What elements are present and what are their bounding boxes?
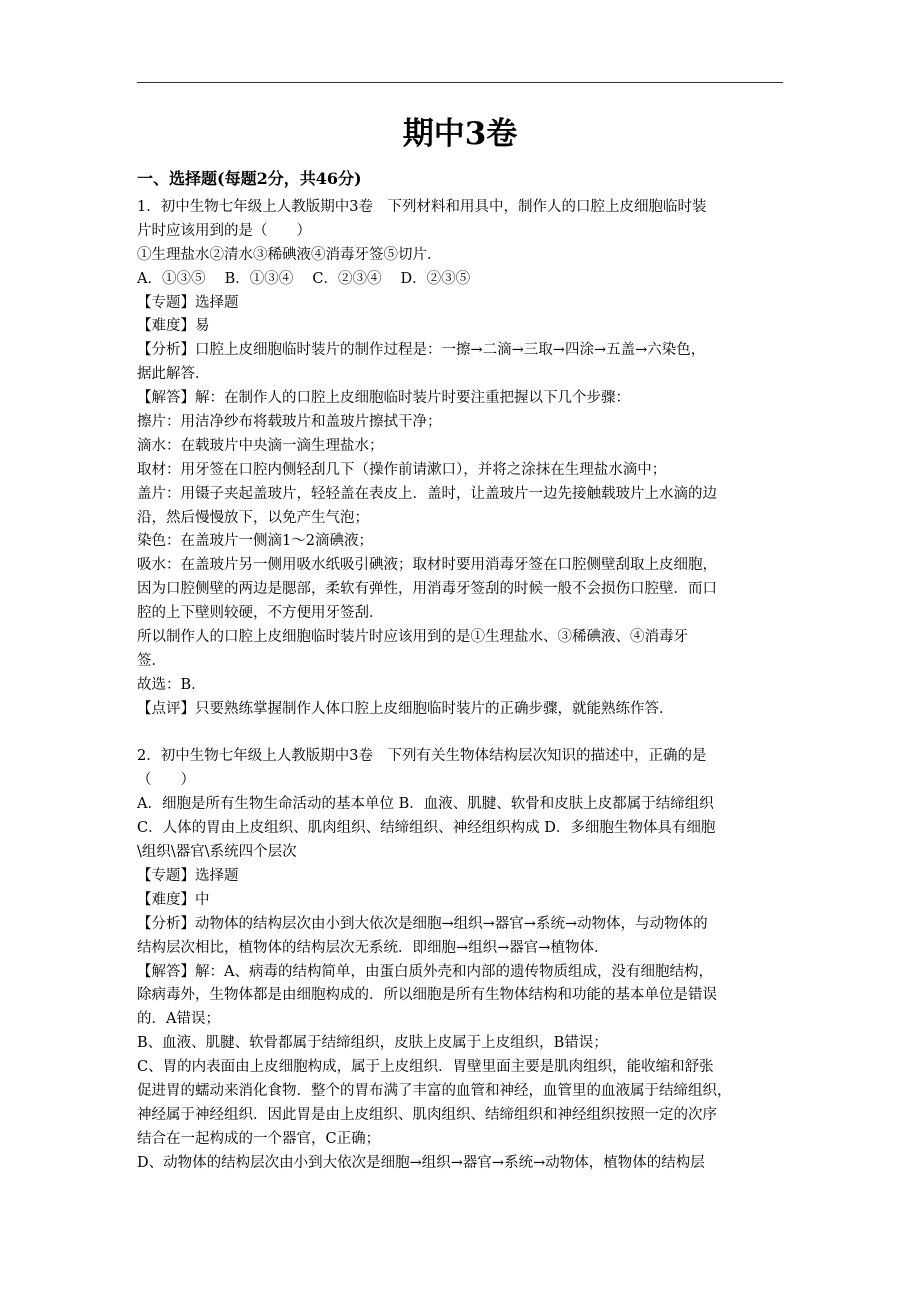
solution-text: B、血液、肌腱、软骨都属于结缔组织，皮肤上皮属于上皮组织，B错误； (137, 1035, 608, 1052)
answer-options: A．①③⑤ B．①③④ C．②③④ D．②③⑤ (137, 270, 471, 287)
solution-text: 滴水：在载玻片中央滴一滴生理盐水； (137, 437, 384, 454)
analysis-text: 据此解答． (137, 366, 210, 383)
solution-text: 因为口腔侧壁的两边是腮部，柔软有弹性，用消毒牙签刮的时候一般不会损伤口腔壁．而口 (137, 581, 717, 598)
text-line: 2．初中生物七年级上人教版期中3卷 下列有关生物体结构层次知识的描述中，正确的是 (137, 748, 707, 765)
page-title: 期中3卷 (402, 116, 518, 152)
document-body (137, 196, 787, 1176)
solution-text: 取材：用牙签在口腔内侧轻刮几下（操作前请漱口），并将之涂抹在生理盐水滴中； (137, 461, 667, 478)
solution-text: D、动物体的结构层次由小到大依次是细胞→组织→器官→系统→动物体，植物体的结构层 (137, 1154, 705, 1171)
topic-label: 【专题】选择题 (137, 294, 239, 311)
section-heading: 一、选择题(每题2分，共46分) (137, 169, 362, 188)
solution-text: 沿，然后慢慢放下，以免产生气泡； (137, 509, 369, 526)
solution-text: 除病毒外，生物体都是由细胞构成的．所以细胞是所有生物体结构和功能的基本单位是错误 (137, 987, 717, 1004)
answer-options: A．细胞是所有生物生命活动的基本单位 B．血液、肌腱、软骨和皮肤上皮都属于结缔组织 (137, 796, 714, 813)
analysis-text: 【分析】口腔上皮细胞临时装片的制作过程是：一擦→二滴→三取→四涂→五盖→六染色， (137, 342, 706, 359)
solution-text: 结合在一起构成的一个器官，C正确； (137, 1130, 381, 1147)
text-line: ①生理盐水②清水③稀碘液④消毒牙签⑤切片． (137, 246, 442, 263)
solution-text: 腔的上下壁则较硬，不方便用牙签刮． (137, 605, 384, 622)
solution-text: 神经属于神经组织．因此胃是由上皮组织、肌肉组织、结缔组织和神经组织按照一定的次序 (137, 1106, 717, 1123)
text-line: （ ） (137, 772, 195, 789)
question-1 (137, 196, 787, 722)
solution-text: 所以制作人的口腔上皮细胞临时装片时应该用到的是①生理盐水、③稀碘液、④消毒牙 (137, 629, 688, 646)
solution-text: 签． (137, 652, 166, 669)
spacer (137, 722, 787, 746)
solution-text: 染色：在盖玻片一侧滴1～2滴碘液； (137, 533, 373, 550)
solution-text: 盖片：用镊子夹起盖玻片，轻轻盖在表皮上．盖时，让盖玻片一边先接触载玻片上水滴的边 (137, 485, 717, 502)
text-line: 片时应该用到的是（ ） (137, 222, 311, 239)
solution-text: 【解答】解：A、病毒的结构简单，由蛋白质外壳和内部的遗传物质组成，没有细胞结构， (137, 963, 713, 980)
header-rule (137, 82, 783, 83)
topic-label: 【专题】选择题 (137, 867, 239, 884)
solution-text: 擦片：用洁净纱布将载玻片和盖玻片擦拭干净； (137, 414, 442, 431)
solution-text: 【解答】解：在制作人的口腔上皮细胞临时装片时要注重把握以下几个步骤： (137, 390, 630, 407)
solution-text: 的．A错误； (137, 1011, 220, 1028)
answer-options: C．人体的胃由上皮组织、肌肉组织、结缔组织、神经组织构成 D．多细胞生物体具有细胞 (137, 820, 716, 837)
comment-text: 【点评】只要熟练掌握制作人体口腔上皮细胞临时装片的正确步骤，就能熟练作答． (137, 700, 674, 717)
solution-text: C、胃的内表面由上皮细胞构成，属于上皮组织．胃壁里面主要是肌肉组织，能收缩和舒张 (137, 1059, 714, 1076)
difficulty-label: 【难度】易 (137, 318, 210, 335)
solution-text: 吸水：在盖玻片另一侧用吸水纸吸引碘液；取材时要用消毒牙签在口腔侧壁刮取上皮细胞， (137, 557, 717, 574)
analysis-text: 结构层次相比，植物体的结构层次无系统．即细胞→组织→器官→植物体． (137, 939, 609, 956)
choice-result: 故选：B． (137, 676, 206, 693)
solution-text: 促进胃的蠕动来消化食物．整个的胃布满了丰富的血管和神经，血管里的血液属于结缔组织， (137, 1082, 732, 1099)
text-line: 1．初中生物七年级上人教版期中3卷 下列材料和用具中，制作人的口腔上皮细胞临时装 (137, 199, 707, 215)
analysis-text: 【分析】动物体的结构层次由小到大依次是细胞→组织→器官→系统→动物体，与动物体的 (137, 915, 708, 932)
question-2 (137, 745, 787, 1175)
answer-options: \组织\器官\系统四个层次 (137, 844, 297, 861)
difficulty-label: 【难度】中 (137, 891, 210, 908)
